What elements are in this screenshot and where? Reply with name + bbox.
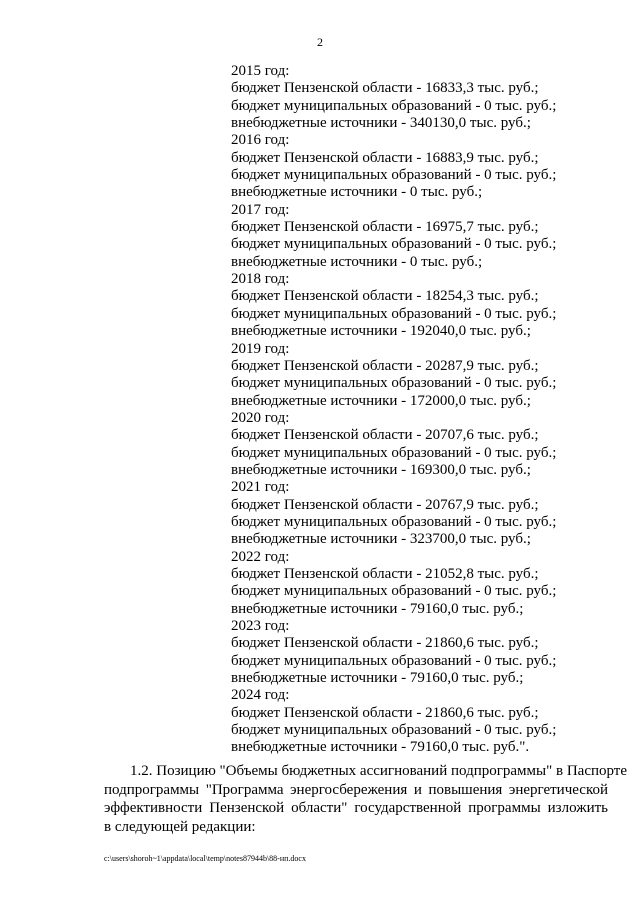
paragraph-line: эффективности Пензенской области" государственной программы изложить <box>104 800 608 816</box>
budget-line: бюджет Пензенской области - 16883,9 тыс. руб.; <box>231 149 539 166</box>
budget-line: внебюджетные источники - 0 тыс. руб.; <box>231 253 483 270</box>
year-heading: 2015 год: <box>231 63 290 79</box>
budget-line: бюджет муниципальных образований - 0 тыс. руб.; <box>231 236 557 253</box>
paragraph-line: в следующей редакции: <box>104 818 256 835</box>
budget-line: бюджет Пензенской области - 18254,3 тыс. руб.; <box>231 288 539 305</box>
budget-line: внебюджетные источники - 79160,0 тыс. руб.; <box>231 670 524 687</box>
budget-by-year-list <box>231 63 591 757</box>
footer-file-path: c:\users\shoroh~1\appdata\local\temp\notes87944b\88-нп.docx <box>104 854 306 863</box>
budget-line: бюджет Пензенской области - 20767,9 тыс. руб.; <box>231 496 539 513</box>
year-heading: 2017 год: <box>231 201 290 218</box>
year-heading: 2016 год: <box>231 132 290 149</box>
year-block <box>231 410 591 479</box>
budget-line: бюджет муниципальных образований - 0 тыс. руб.; <box>231 97 557 114</box>
budget-line: внебюджетные источники - 340130,0 тыс. руб.; <box>231 115 531 132</box>
year-heading: 2020 год: <box>231 409 290 426</box>
budget-line: внебюджетные источники - 79160,0 тыс. руб.". <box>231 739 530 756</box>
budget-line: внебюджетные источники - 79160,0 тыс. руб.; <box>231 600 524 617</box>
year-block <box>231 132 591 201</box>
budget-line: бюджет Пензенской области - 21860,6 тыс. руб.; <box>231 704 539 721</box>
budget-line: бюджет Пензенской области - 20287,9 тыс. руб.; <box>231 357 539 374</box>
year-heading: 2022 год: <box>231 548 290 565</box>
paragraph-line: 1.2. Позицию "Объемы бюджетных ассигнований подпрограммы" в Паспорте <box>130 763 628 779</box>
budget-line: бюджет муниципальных образований - 0 тыс. руб.; <box>231 375 557 392</box>
budget-line: бюджет муниципальных образований - 0 тыс. руб.; <box>231 513 557 530</box>
year-block <box>231 618 591 687</box>
year-heading: 2024 год: <box>231 687 290 704</box>
budget-line: бюджет муниципальных образований - 0 тыс. руб.; <box>231 652 557 669</box>
year-heading: 2019 год: <box>231 340 290 357</box>
budget-line: бюджет муниципальных образований - 0 тыс. руб.; <box>231 444 557 461</box>
year-block <box>231 549 591 618</box>
year-block <box>231 63 591 132</box>
budget-line: внебюджетные источники - 169300,0 тыс. руб.; <box>231 461 531 478</box>
year-heading: 2021 год: <box>231 479 290 496</box>
budget-line: внебюджетные источники - 323700,0 тыс. руб.; <box>231 531 531 548</box>
page-number: 2 <box>317 35 323 49</box>
amendment-paragraph <box>104 762 628 836</box>
year-heading: 2023 год: <box>231 618 290 634</box>
budget-line: внебюджетные источники - 192040,0 тыс. руб.; <box>231 323 531 340</box>
budget-line: бюджет Пензенской области - 20707,6 тыс. руб.; <box>231 427 539 444</box>
year-heading: 2018 год: <box>231 271 290 288</box>
year-block <box>231 202 591 271</box>
budget-line: внебюджетные источники - 172000,0 тыс. руб.; <box>231 392 531 409</box>
budget-line: внебюджетные источники - 0 тыс. руб.; <box>231 184 483 201</box>
budget-line: бюджет Пензенской области - 16975,7 тыс. руб.; <box>231 219 539 236</box>
year-block <box>231 271 591 340</box>
paragraph-line: подпрограммы "Программа энергосбережения и повышения энергетической <box>104 781 608 798</box>
budget-line: бюджет муниципальных образований - 0 тыс. руб.; <box>231 722 557 739</box>
year-block <box>231 479 591 548</box>
budget-line: бюджет муниципальных образований - 0 тыс. руб.; <box>231 167 557 184</box>
budget-line: бюджет Пензенской области - 21052,8 тыс. руб.; <box>231 565 539 582</box>
year-block <box>231 341 591 410</box>
budget-line: бюджет муниципальных образований - 0 тыс. руб.; <box>231 583 557 600</box>
budget-line: бюджет муниципальных образований - 0 тыс. руб.; <box>231 305 557 322</box>
year-block <box>231 687 591 756</box>
budget-line: бюджет Пензенской области - 21860,6 тыс. руб.; <box>231 635 539 652</box>
budget-line: бюджет Пензенской области - 16833,3 тыс. руб.; <box>231 80 539 97</box>
